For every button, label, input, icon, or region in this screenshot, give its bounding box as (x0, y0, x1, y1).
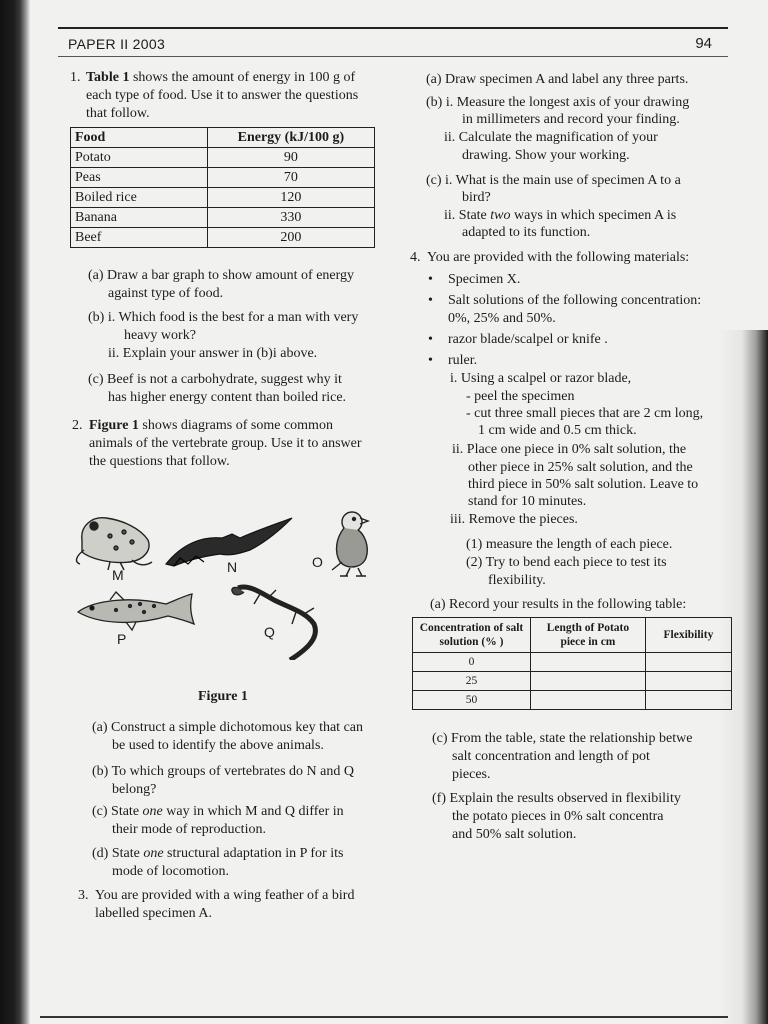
food-cell: Boiled rice (71, 188, 208, 208)
flexibility-cell (645, 672, 731, 691)
table-header-row (71, 128, 375, 148)
q2a-line2: be used to identify the above animals. (112, 738, 324, 753)
q4ii-line1: ii. Place one piece in 0% salt solution, the (452, 442, 687, 457)
bullet-dot: • (428, 293, 433, 308)
label-n: N (227, 559, 238, 575)
book-spine-shadow (0, 0, 30, 1024)
q1a-line2: against type of food. (108, 286, 224, 301)
length-cell (531, 653, 646, 672)
q4-bullet-3: razor blade/scalpel or knife . (448, 332, 608, 347)
length-cell (531, 672, 646, 691)
q4i-sub1: - peel the specimen (466, 389, 575, 404)
food-cell: Banana (71, 208, 208, 228)
energy-cell: 330 (207, 208, 374, 228)
q4-number: 4. (410, 250, 421, 265)
q2c-pre: (c) State (92, 804, 143, 819)
q2c-emphasis: one (142, 804, 163, 819)
q3cii-post: ways in which specimen A is (510, 208, 677, 223)
table-row (71, 208, 375, 228)
q3bii-line1: ii. Calculate the magnification of your (444, 130, 658, 145)
table-row (71, 148, 375, 168)
q2c-line2: their mode of reproduction. (112, 822, 266, 837)
q4ii-line4: stand for 10 minutes. (468, 494, 587, 509)
q3cii-pre: ii. State (444, 208, 491, 223)
bullet-dot: • (428, 332, 433, 347)
q3a: (a) Draw specimen A and label any three parts. (426, 72, 689, 87)
q2b-line1: (b) To which groups of vertebrates do N and Q (92, 764, 354, 779)
bird-drawing (332, 512, 368, 576)
q2c-line1 (92, 802, 344, 821)
table-row (413, 653, 732, 672)
q1-intro-line1 (86, 68, 355, 87)
q1c-line1: (c) Beef is not a carbohydrate, suggest why it (88, 372, 342, 387)
q3bi-line2: in millimeters and record your finding. (462, 112, 680, 127)
q4-bullet-4: ruler. (448, 353, 478, 368)
bullet-dot: • (428, 272, 433, 287)
food-cell: Peas (71, 168, 208, 188)
table-row (71, 188, 375, 208)
q2d-emphasis: one (143, 846, 164, 861)
q4iii: iii. Remove the pieces. (450, 512, 578, 527)
q2-figure-ref: Figure 1 (89, 418, 139, 433)
concentration-cell: 0 (413, 653, 531, 672)
q1-intro-text: shows the amount of energy in 100 g of (129, 70, 356, 85)
q4i-line1: i. Using a scalpel or razor blade, (450, 371, 632, 386)
q3-line2: labelled specimen A. (95, 906, 213, 921)
paper-title: PAPER II 2003 (68, 36, 166, 52)
food-cell: Beef (71, 228, 208, 248)
q3-line1: You are provided with a wing feather of a bird (95, 888, 355, 903)
q4ii-line2: other piece in 25% salt solution, and the (468, 460, 693, 475)
q4-bullet-2: Salt solutions of the following concentration: (448, 293, 702, 308)
q4c-line1: (c) From the table, state the relationship betwe (432, 731, 693, 746)
figure-caption: Figure 1 (198, 689, 248, 704)
q2-intro-line3: the questions that follow. (89, 454, 230, 469)
q4iii-2-line2: flexibility. (488, 573, 546, 588)
q2-intro-text: shows diagrams of some common (138, 418, 333, 433)
q2a-line1: (a) Construct a simple dichotomous key that can (92, 720, 363, 735)
q4c-line3: pieces. (452, 767, 491, 782)
energy-cell: 70 (207, 168, 374, 188)
header-rule-lower (58, 56, 728, 57)
concentration-cell: 50 (413, 691, 531, 710)
q3bii-line2: drawing. Show your working. (462, 148, 630, 163)
q4f-line1: (f) Explain the results observed in flexibility (432, 791, 681, 806)
header-rule (58, 27, 728, 29)
col-header-flexibility: Flexibility (645, 618, 731, 653)
q1bi-line1: (b) i. Which food is the best for a man with very (88, 310, 359, 325)
fish-drawing (78, 592, 194, 630)
label-o: O (312, 554, 323, 570)
energy-cell: 200 (207, 228, 374, 248)
q2d-post: structural adaptation in P for its (163, 846, 344, 861)
q4ii-line3: third piece in 50% salt solution. Leave to (468, 477, 699, 492)
q1bii: ii. Explain your answer in (b)i above. (108, 346, 318, 361)
energy-cell: 90 (207, 148, 374, 168)
q4iii-2-line1: (2) Try to bend each piece to test its (466, 555, 667, 570)
q4i-sub3: 1 cm wide and 0.5 cm thick. (478, 423, 637, 438)
q2d-line1 (92, 844, 343, 863)
q4-bullet-2b: 0%, 25% and 50%. (448, 311, 556, 326)
q3ci-line1: (c) i. What is the main use of specimen A to a (426, 173, 681, 188)
q4c-line2: salt concentration and length of pot (452, 749, 650, 764)
q2b-line2: belong? (112, 782, 157, 797)
toad-drawing (77, 518, 152, 570)
concentration-cell: 25 (413, 672, 531, 691)
q4f-line3: and 50% salt solution. (452, 827, 577, 842)
q4-intro: You are provided with the following materials: (427, 250, 690, 265)
q3ci-line2: bird? (462, 190, 491, 205)
footer-rule (40, 1016, 728, 1018)
q2-intro-line2: animals of the vertebrate group. Use it to answer (89, 436, 362, 451)
table-header-row (413, 618, 732, 653)
q2-intro-line1 (89, 416, 333, 435)
table-row (413, 672, 732, 691)
label-m: M (112, 567, 124, 583)
col-header-length: Length of Potato piece in cm (531, 618, 646, 653)
col-header-energy: Energy (kJ/100 g) (207, 128, 374, 148)
q1-intro-line3: that follow. (86, 106, 150, 121)
q3bi-line1: (b) i. Measure the longest axis of your drawing (426, 95, 690, 110)
q4iii-1: (1) measure the length of each piece. (466, 537, 673, 552)
q3-number: 3. (78, 888, 89, 903)
food-cell: Potato (71, 148, 208, 168)
table-row (413, 691, 732, 710)
page-number: 94 (695, 35, 712, 52)
flexibility-cell (645, 653, 731, 672)
q4a: (a) Record your results in the following table: (430, 597, 687, 612)
q2d-pre: (d) State (92, 846, 144, 861)
q3cii-emphasis: two (490, 208, 511, 223)
flexibility-cell (645, 691, 731, 710)
q2-number: 2. (72, 418, 83, 433)
label-q: Q (264, 624, 275, 640)
col-header-concentration: Concentration of salt solution (% ) (413, 618, 531, 653)
q2d-line2: mode of locomotion. (112, 864, 230, 879)
q1a-line1: (a) Draw a bar graph to show amount of energy (88, 268, 355, 283)
results-table (412, 617, 732, 710)
col-header-food: Food (71, 128, 208, 148)
q2c-post: way in which M and Q differ in (162, 804, 344, 819)
q1-intro-line2: each type of food. Use it to answer the questions (86, 88, 359, 103)
q3cii-line2: adapted to its function. (462, 225, 591, 240)
bullet-dot: • (428, 353, 433, 368)
table-row (71, 228, 375, 248)
table-row (71, 168, 375, 188)
energy-table (70, 127, 375, 248)
length-cell (531, 691, 646, 710)
q1-table-ref: Table 1 (86, 70, 130, 85)
energy-cell: 120 (207, 188, 374, 208)
q1c-line2: has higher energy content than boiled rice. (108, 390, 347, 405)
q4f-line2: the potato pieces in 0% salt concentra (452, 809, 664, 824)
q1bi-line2: heavy work? (124, 328, 196, 343)
q4i-sub2: - cut three small pieces that are 2 cm long, (466, 406, 704, 421)
q1-number: 1. (70, 70, 81, 85)
q4-bullet-1: Specimen X. (448, 272, 521, 287)
label-p: P (117, 631, 127, 647)
